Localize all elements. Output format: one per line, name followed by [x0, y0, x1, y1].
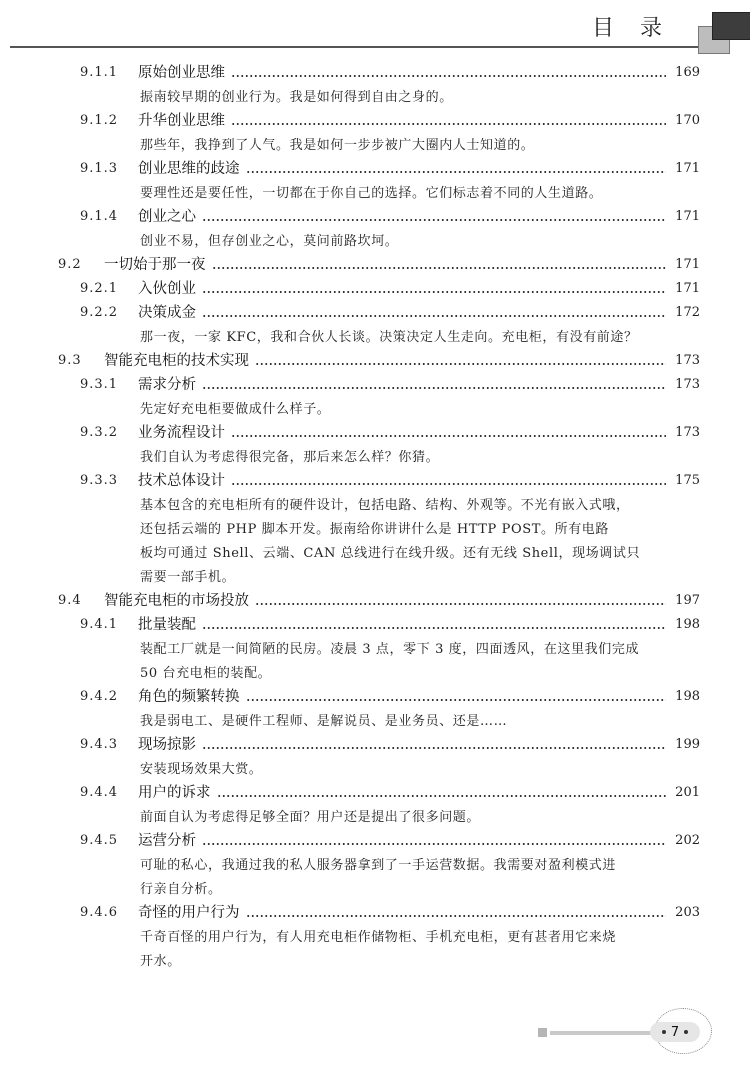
toc-entry-page: 171 — [675, 257, 700, 272]
toc-entry-description: 要理性还是要任性，一切都在于你自己的选择。它们标志着不同的人生道路。 — [140, 186, 603, 201]
toc-entry-page: 199 — [675, 737, 700, 752]
toc-entry-description: 那些年，我挣到了人气。我是如何一步步被广大圈内人士知道的。 — [140, 138, 535, 153]
toc-entry-title: 奇怪的用户行为 — [138, 905, 240, 921]
toc-entry-description: 前面自认为考虑得足够全面？用户还是提出了很多问题。 — [140, 810, 481, 825]
toc-entry-title: 智能充电柜的市场投放 — [104, 593, 249, 609]
page-header — [0, 0, 750, 60]
toc-dot-leader — [231, 435, 666, 437]
toc-entry-number: 9.1.1 — [80, 65, 119, 80]
toc-entry-page: 175 — [675, 473, 700, 488]
toc-entry-title: 业务流程设计 — [138, 425, 225, 441]
toc-entry-number: 9.4.6 — [80, 905, 119, 920]
toc-entry-description: 安装现场效果大赏。 — [140, 762, 263, 777]
toc-entry-title: 现场掠影 — [138, 737, 196, 753]
toc-entry-number: 9.4 — [58, 593, 82, 608]
toc-entry-page: 173 — [675, 425, 700, 440]
toc-entry-title: 一切始于那一夜 — [104, 257, 206, 273]
toc-entry-page: 201 — [675, 785, 700, 800]
toc-dot-leader — [217, 795, 667, 797]
toc-dot-leader — [212, 267, 667, 269]
toc-entry-description: 需要一部手机。 — [140, 570, 236, 585]
toc-section-entry[interactable] — [58, 350, 700, 372]
toc-entry-number: 9.2.1 — [80, 281, 119, 296]
toc-subsection-entry[interactable] — [80, 422, 700, 444]
toc-entry-number: 9.3.2 — [80, 425, 119, 440]
toc-entry-page: 172 — [675, 305, 700, 320]
toc-entry-title: 批量装配 — [138, 617, 196, 633]
header-title: 目录 — [592, 16, 689, 41]
toc-entry-number: 9.4.3 — [80, 737, 119, 752]
toc-entry-number: 9.4.2 — [80, 689, 119, 704]
toc-entry-number: 9.4.1 — [80, 617, 119, 632]
toc-entry-description: 千奇百怪的用户行为，有人用充电柜作储物柜、手机充电柜，更有甚者用它来烧 — [140, 930, 617, 945]
toc-subsection-entry[interactable] — [80, 278, 700, 300]
toc-entry-title: 需求分析 — [138, 377, 196, 393]
toc-subsection-entry[interactable] — [80, 734, 700, 756]
toc-dot-leader — [231, 75, 666, 77]
header-rule — [10, 46, 700, 48]
toc-subsection-entry[interactable] — [80, 686, 700, 708]
toc-entry-page: 198 — [675, 617, 700, 632]
toc-entry-title: 升华创业思维 — [138, 113, 225, 129]
toc-section-entry[interactable] — [58, 590, 700, 612]
dot-icon — [684, 1030, 688, 1034]
toc-dot-leader — [202, 387, 666, 389]
toc-entry-description: 可耻的私心，我通过我的私人服务器拿到了一手运营数据。我需要对盈利模式进 — [140, 858, 617, 873]
toc-entry-number: 9.1.4 — [80, 209, 119, 224]
page-number: 7 — [670, 1024, 680, 1040]
toc-entry-title: 智能充电柜的技术实现 — [104, 353, 249, 369]
toc-entry-number: 9.1.3 — [80, 161, 119, 176]
toc-subsection-entry[interactable] — [80, 470, 700, 492]
toc-entry-number: 9.3.1 — [80, 377, 119, 392]
toc-entry-description: 我们自认为考虑得很完备，那后来怎么样？你猜。 — [140, 450, 440, 465]
toc-entry-page: 197 — [675, 593, 700, 608]
toc-entry-title: 创业之心 — [138, 209, 196, 225]
toc-entry-description: 装配工厂就是一间简陋的民房。凌晨 3 点，零下 3 度，四面透风，在这里我们完成 — [140, 642, 640, 657]
toc-entry-title: 用户的诉求 — [138, 785, 211, 801]
toc-entry-description: 开水。 — [140, 954, 181, 969]
toc-dot-leader — [255, 603, 666, 605]
toc-entry-description: 还包括云端的 PHP 脚本开发。振南给你讲讲什么是 HTTP POST。所有电路 — [140, 522, 610, 537]
toc-dot-leader — [202, 627, 666, 629]
toc-subsection-entry[interactable] — [80, 158, 700, 180]
toc-dot-leader — [246, 915, 667, 917]
toc-dot-leader — [202, 843, 666, 845]
toc-dot-leader — [202, 219, 666, 221]
toc-entry-page: 198 — [675, 689, 700, 704]
toc-entry-description: 先定好充电柜要做成什么样子。 — [140, 402, 331, 417]
toc-entry-description: 我是弱电工、是硬件工程师、是解说员、是业务员、还是…… — [140, 714, 508, 729]
toc-entry-title: 技术总体设计 — [138, 473, 225, 489]
toc-entry-description: 基本包含的充电柜所有的硬件设计，包括电路、结构、外观等。不光有嵌入式哦， — [140, 498, 630, 513]
dot-icon — [662, 1030, 666, 1034]
toc-entry-page: 173 — [675, 377, 700, 392]
toc-subsection-entry[interactable] — [80, 782, 700, 804]
toc-entry-page: 171 — [675, 281, 700, 296]
toc-subsection-entry[interactable] — [80, 614, 700, 636]
toc-entry-description: 创业不易，但存创业之心，莫问前路坎坷。 — [140, 234, 399, 249]
footer-bar — [550, 1031, 654, 1035]
footer-square-mark — [538, 1028, 547, 1037]
toc-subsection-entry[interactable] — [80, 302, 700, 324]
page-footer — [0, 1010, 750, 1066]
toc-subsection-entry[interactable] — [80, 374, 700, 396]
toc-section-entry[interactable] — [58, 254, 700, 276]
toc-entry-page: 169 — [675, 65, 700, 80]
page-number-badge — [650, 1022, 700, 1042]
toc-entry-title: 入伙创业 — [138, 281, 196, 297]
toc-dot-leader — [231, 483, 666, 485]
toc-entry-page: 170 — [675, 113, 700, 128]
toc-dot-leader — [231, 123, 666, 125]
toc-subsection-entry[interactable] — [80, 830, 700, 852]
toc-entry-title: 角色的频繁转换 — [138, 689, 240, 705]
toc-entry-description: 行亲自分析。 — [140, 882, 222, 897]
toc-entry-page: 203 — [675, 905, 700, 920]
toc-entry-number: 9.4.5 — [80, 833, 119, 848]
toc-entry-number: 9.1.2 — [80, 113, 119, 128]
toc-subsection-entry[interactable] — [80, 62, 700, 84]
toc-entry-number: 9.2 — [58, 257, 82, 272]
toc-entry-title: 决策成金 — [138, 305, 196, 321]
toc-entry-number: 9.4.4 — [80, 785, 119, 800]
header-deco-dark-square — [712, 12, 750, 40]
toc-entry-number: 9.2.2 — [80, 305, 119, 320]
header-decoration — [698, 12, 750, 52]
toc-dot-leader — [255, 363, 666, 365]
toc-dot-leader — [202, 315, 666, 317]
toc-entry-title: 运营分析 — [138, 833, 196, 849]
toc-entry-description: 板均可通过 Shell、云端、CAN 总线进行在线升级。还有无线 Shell，现场调试只 — [140, 546, 641, 561]
toc-entry-page: 173 — [675, 353, 700, 368]
toc-entry-description: 50 台充电柜的装配。 — [140, 666, 272, 681]
toc-entry-description: 振南较早期的创业行为。我是如何得到自由之身的。 — [140, 90, 453, 105]
toc-entry-number: 9.3 — [58, 353, 82, 368]
toc-entry-title: 创业思维的歧途 — [138, 161, 240, 177]
toc-entry-title: 原始创业思维 — [138, 65, 225, 81]
toc-dot-leader — [202, 291, 666, 293]
toc-subsection-entry[interactable] — [80, 206, 700, 228]
toc-entry-page: 171 — [675, 161, 700, 176]
toc-entry-number: 9.3.3 — [80, 473, 119, 488]
toc-entry-description: 那一夜，一家 KFC，我和合伙人长谈。决策决定人生走向。充电柜，有没有前途？ — [140, 330, 638, 345]
toc-dot-leader — [202, 747, 666, 749]
toc-dot-leader — [246, 699, 667, 701]
toc-dot-leader — [246, 171, 667, 173]
toc-subsection-entry[interactable] — [80, 110, 700, 132]
toc-entry-page: 202 — [675, 833, 700, 848]
toc-entry-page: 171 — [675, 209, 700, 224]
toc-subsection-entry[interactable] — [80, 902, 700, 924]
